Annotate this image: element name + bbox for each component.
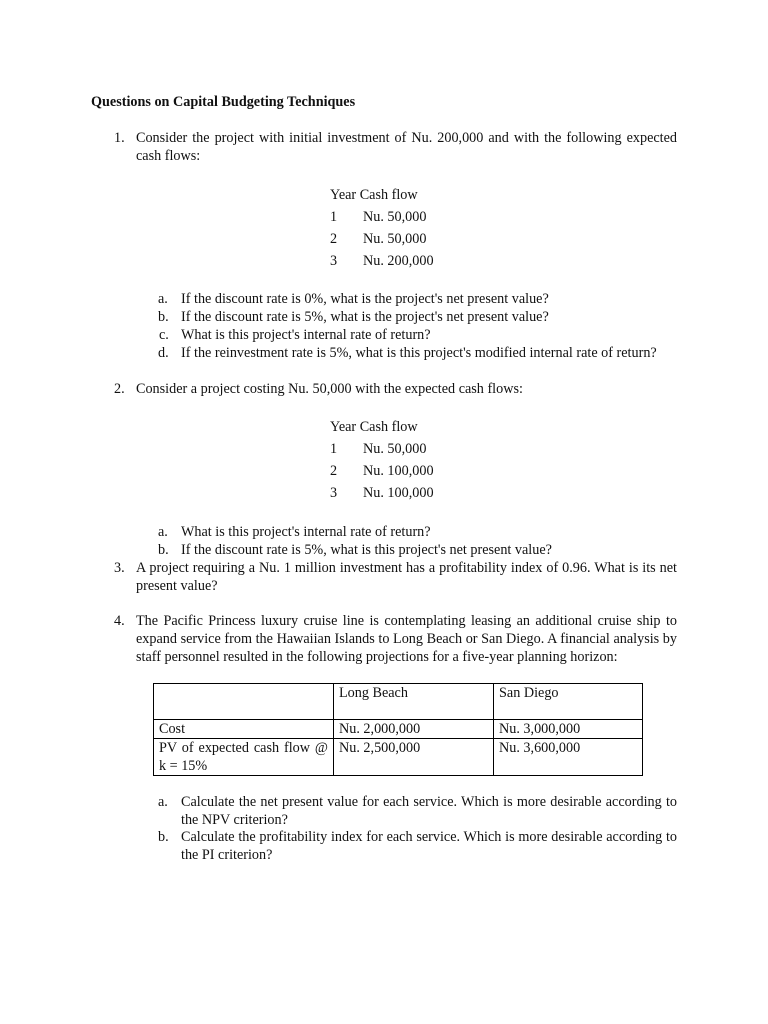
question-4-text: The Pacific Princess luxury cruise line is contemplating leasing an additional cruise ship to expand service from the Hawaiian Islands to Long Beach or San Diego. A financial analysis by staff personnel resulted in the following projections for a five-year planning horizon:: [136, 613, 677, 665]
q4-item-b-text: Calculate the profitability index for each service. Which is more desirable according to the PI criterion?: [181, 829, 677, 863]
table-cell-san-diego: Nu. 3,000,000: [494, 720, 643, 739]
q2-table-header: Year Cash flow: [330, 419, 418, 435]
table-row: [154, 720, 643, 739]
q2-cashflow-1: Nu. 50,000: [363, 441, 427, 457]
q2-item-b-text: If the discount rate is 5%, what is this project's net present value?: [181, 542, 552, 558]
q1-item-d-label: d.: [158, 345, 169, 361]
table-cell-long-beach: Nu. 2,000,000: [334, 720, 494, 739]
q1-item-c-label: c.: [159, 327, 169, 343]
table-header-cell-blank: [154, 684, 334, 720]
q1-cashflow-3: Nu. 200,000: [363, 253, 434, 269]
q1-year-3: 3: [330, 253, 338, 269]
q2-year-3: 3: [330, 485, 338, 501]
q1-item-b-text: If the discount rate is 5%, what is the project's net present value?: [181, 309, 549, 325]
q2-year-1: 1: [330, 441, 338, 457]
table-cell-label: Cost: [154, 720, 334, 739]
q1-year-1: 1: [330, 209, 338, 225]
question-1-number: 1.: [114, 130, 125, 146]
table-cell-san-diego: Nu. 3,600,000: [494, 739, 643, 776]
page-title: Questions on Capital Budgeting Techniques: [91, 94, 356, 110]
q1-item-a-text: If the discount rate is 0%, what is the project's net present value?: [181, 291, 549, 307]
projection-table: [153, 683, 643, 776]
q1-table-header: Year Cash flow: [330, 187, 418, 203]
table-header-long-beach: Long Beach: [334, 684, 494, 720]
question-2-text: Consider a project costing Nu. 50,000 with the expected cash flows:: [136, 381, 523, 397]
q1-item-b-label: b.: [158, 309, 169, 325]
table-header-row: [154, 684, 643, 720]
question-2-number: 2.: [114, 381, 125, 397]
q1-item-a-label: a.: [158, 291, 168, 307]
table-cell-long-beach: Nu. 2,500,000: [334, 739, 494, 776]
q4-item-a-label: a.: [158, 794, 168, 810]
q4-item-b-label: b.: [158, 829, 169, 845]
q2-item-a-text: What is this project's internal rate of return?: [181, 524, 431, 540]
q2-year-2: 2: [330, 463, 338, 479]
q2-item-b-label: b.: [158, 542, 169, 558]
question-4-number: 4.: [114, 613, 125, 629]
question-1-text: Consider the project with initial investment of Nu. 200,000 and with the following expected cash flows:: [136, 130, 677, 164]
q1-item-c-text: What is this project's internal rate of return?: [181, 327, 431, 343]
q4-item-a-text: Calculate the net present value for each service. Which is more desirable according to the NPV criterion?: [181, 794, 677, 828]
question-3-number: 3.: [114, 560, 125, 576]
q1-cashflow-2: Nu. 50,000: [363, 231, 427, 247]
table-header-san-diego: San Diego: [494, 684, 643, 720]
table-row: [154, 739, 643, 776]
q1-cashflow-1: Nu. 50,000: [363, 209, 427, 225]
q1-item-d-text: If the reinvestment rate is 5%, what is this project's modified internal rate of return?: [181, 345, 657, 361]
q1-year-2: 2: [330, 231, 338, 247]
question-3-text: A project requiring a Nu. 1 million investment has a profitability index of 0.96. What is its net present value?: [136, 560, 677, 594]
q2-item-a-label: a.: [158, 524, 168, 540]
q2-cashflow-2: Nu. 100,000: [363, 463, 434, 479]
table-cell-label: PV of expected cash flow @ k = 15%: [154, 739, 334, 776]
q2-cashflow-3: Nu. 100,000: [363, 485, 434, 501]
